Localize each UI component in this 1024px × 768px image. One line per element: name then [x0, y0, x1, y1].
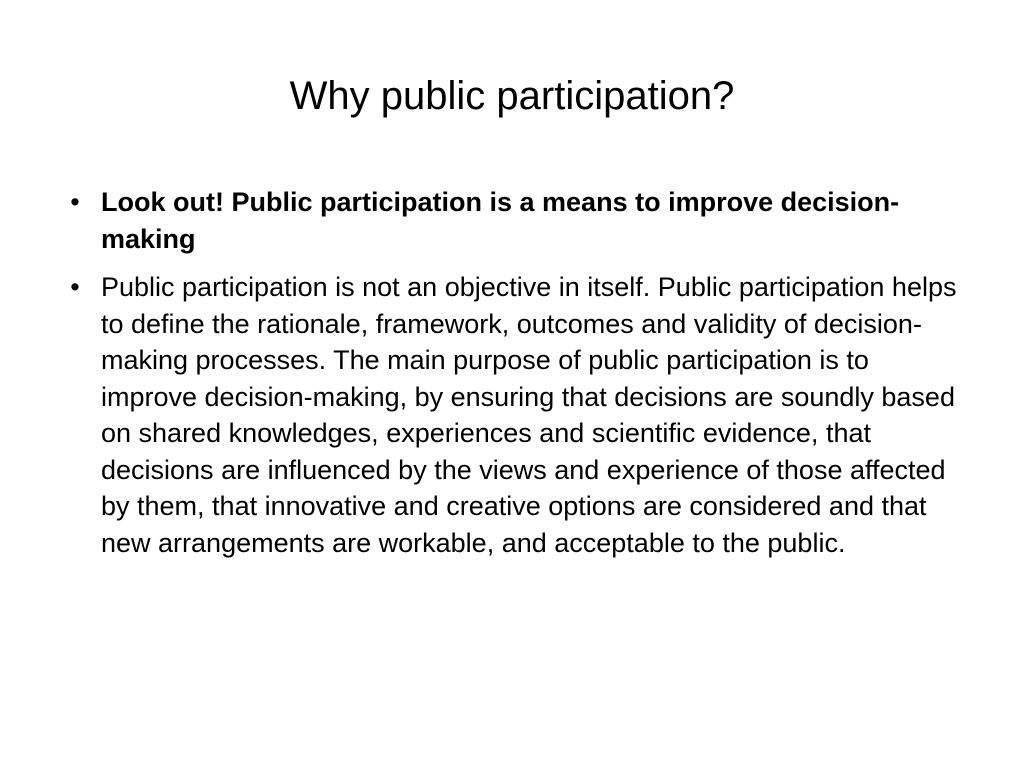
bullet-text-look-out: Look out! Public participation is a means to improve decision-making: [101, 187, 900, 254]
slide-title: Why public participation?: [289, 74, 735, 118]
bullet-text-explanation: Public participation is not an objective in itself. Public participation helps to define the rationale, framework, outcomes and validity of decision-making processes. The main purpose of public participation is to improve decision-making, by ensuring that decisions are soundly based on shared knowledges, experiences and scientific evidence, that decisions are influenced by the views and experience of those affected by them, that innovative and creative options are considered and that new arrangements are workable, and acceptable to the public.: [101, 272, 957, 558]
bullet-list: [60, 184, 970, 573]
bullet-item-look-out: [60, 184, 970, 257]
bullet-dot-icon: •: [70, 272, 80, 302]
bullet-dot-icon: •: [70, 187, 80, 217]
bullet-item-explanation: [60, 269, 970, 561]
